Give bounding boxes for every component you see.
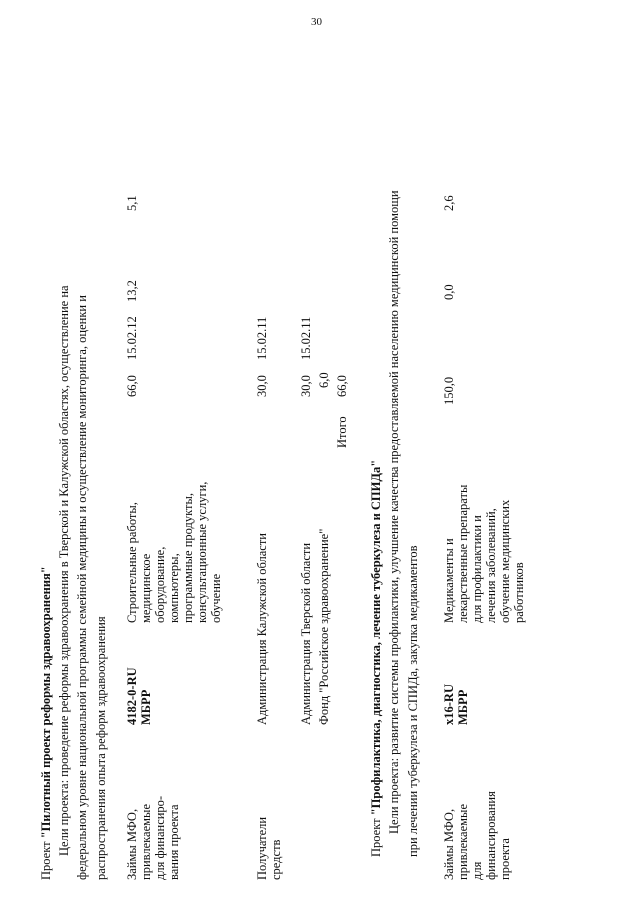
project1-title-prefix: Проект: [39, 838, 53, 880]
page-number: 30: [311, 16, 322, 28]
recipient-kaluga-name: Администрация Калужской области: [255, 533, 269, 725]
project1-loans-label: Займы МФО, привлекаемые для финансиро- вания проекта: [125, 795, 181, 880]
project1-title-text: "Пилотный проект реформы здравоохранения": [39, 566, 53, 839]
project1-loan-value1: 13,2: [125, 280, 139, 302]
project2-title-prefix: Проект: [369, 815, 383, 857]
rotated-page-content: [22, 20, 622, 880]
project2-loan-purpose: Медикаменты и лекарственные препараты для профилактики и лечения заболеваний, обучение медицинских работников: [442, 484, 526, 623]
project1-goals-line2: федеральном уровне национальной программы семейной медицины и осуществление мониторинга, оценки и: [75, 295, 89, 880]
project2-goals-line2: при лечении туберкулеза и СПИДа, закупка медикаментов: [406, 545, 420, 857]
project2-title: [369, 460, 383, 857]
project2-loan-amount: 150,0: [442, 376, 456, 405]
project1-loan-date: 15.02.12: [125, 316, 139, 360]
recipient-kaluga-date: 15.02.11: [255, 316, 269, 360]
recipient-tver-amount: 30,0: [299, 375, 313, 397]
project2-loan-code: x16-RU МБРР: [442, 684, 470, 725]
project1-title: [39, 566, 53, 880]
recipients-total-amount: 66,0: [335, 375, 349, 397]
project1-loan-amount: 66,0: [125, 375, 139, 397]
project1-goals-line1: Цели проекта: проведение реформы здравоохранения в Тверской и Калужской областях, осуществление на: [57, 285, 71, 856]
recipient-fund-name: Фонд "Российское здравоохранение": [317, 528, 331, 725]
recipient-kaluga-amount: 30,0: [255, 375, 269, 397]
project1-loan-purpose: Строительные работы, медицинское оборудование, компьютеры, программные продукты, консультационные услуги, обучение: [125, 481, 223, 623]
project1-loan-code: 4182-0-RU МБРР: [125, 667, 153, 725]
project1-recipients-label: Получатели средств: [255, 816, 283, 880]
recipient-fund-amount: 6,0: [317, 372, 331, 388]
project2-goals-line1: Цели проекта: развитие системы профилактики, улучшение качества предоставляемой населению медицинской помощи: [387, 190, 401, 834]
recipient-tver-name: Администрация Тверской области: [299, 542, 313, 725]
project2-loan-value1: 0,0: [442, 284, 456, 300]
recipient-tver-date: 15.02.11: [299, 316, 313, 360]
project1-goals-line3: распространения опыта реформ здравоохранения: [94, 616, 108, 880]
project2-title-text: "Профилактика, диагностика, лечение туберкулеза и СПИДа": [369, 459, 383, 816]
recipients-total-label: Итого: [335, 416, 349, 448]
project2-loans-label: Займы МФО, привлекаемые для финансирования проекта: [442, 791, 512, 880]
project2-loan-value2: 2,6: [442, 195, 456, 211]
project1-loan-value2: 5,1: [125, 195, 139, 211]
